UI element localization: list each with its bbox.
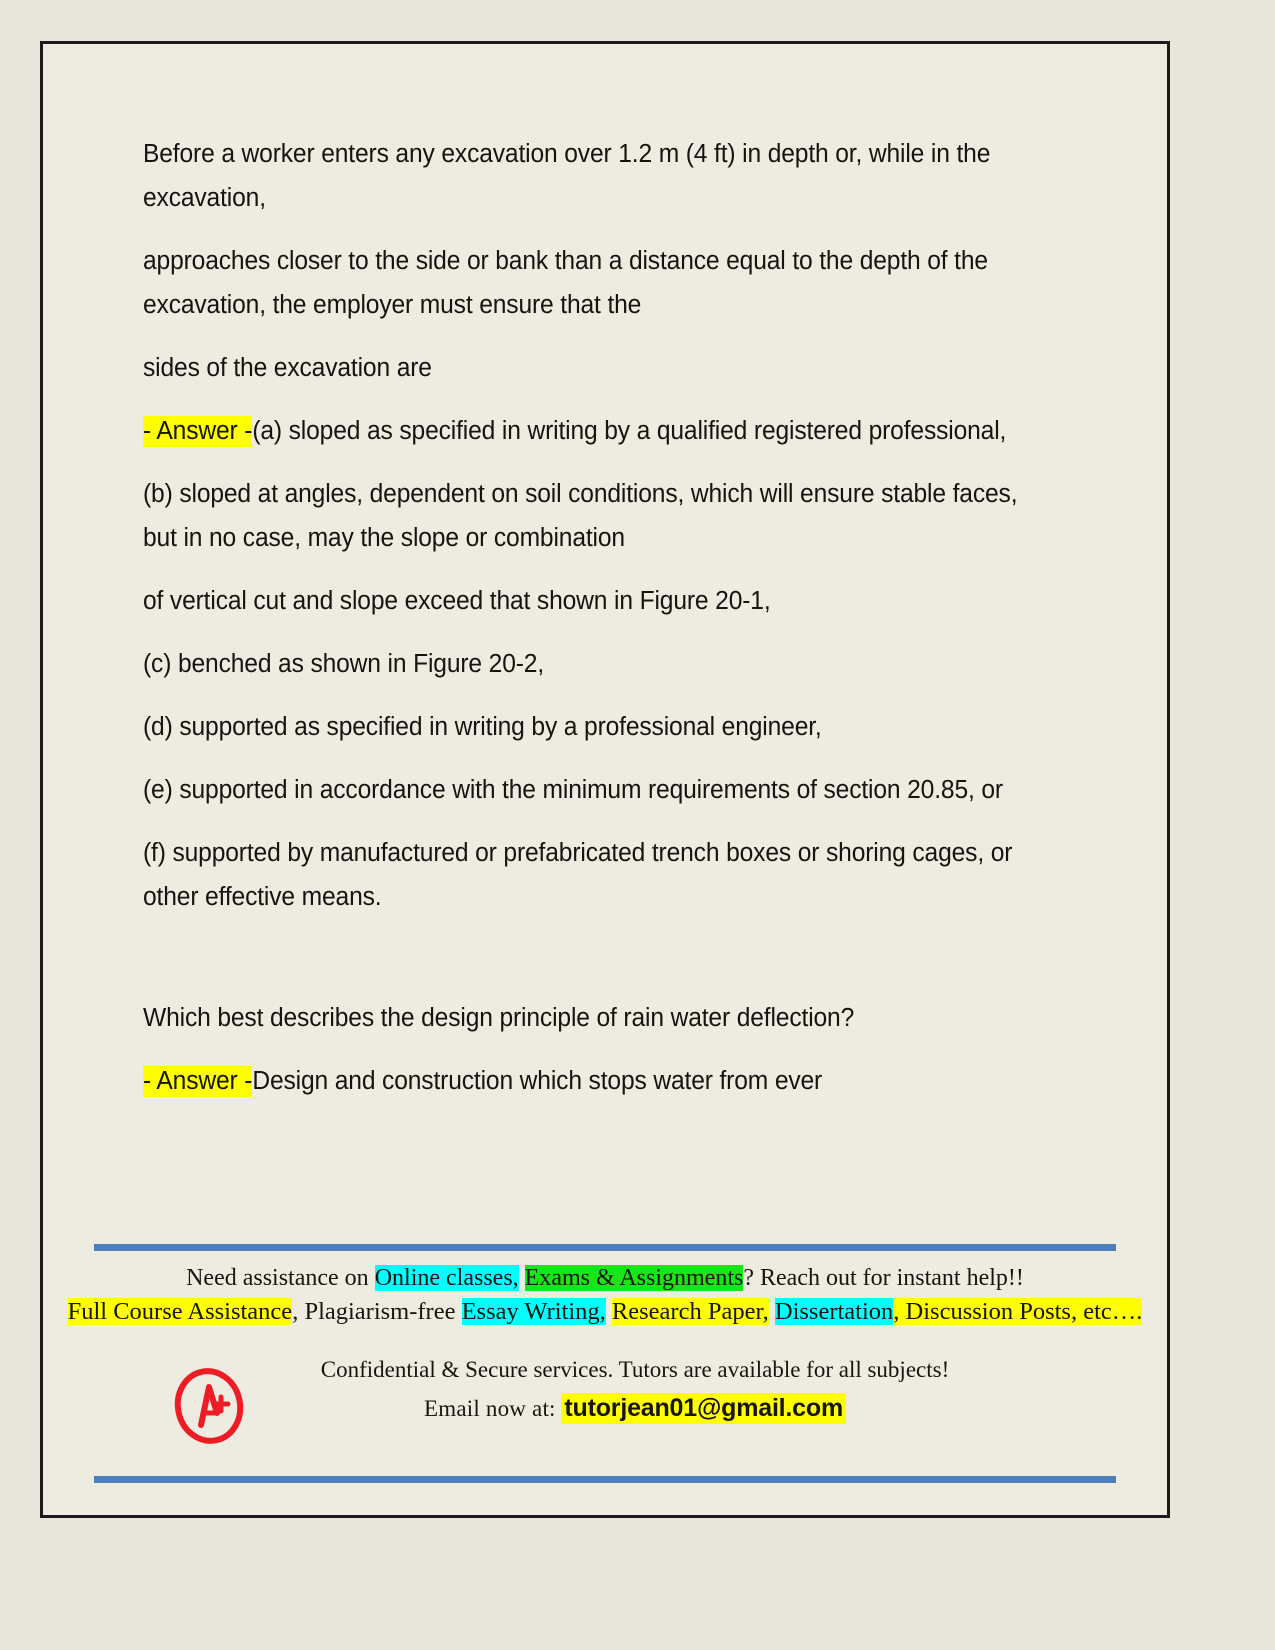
paragraph-3 <box>143 346 1039 390</box>
promo-discussion-posts-highlight: , Discussion Posts, etc…. <box>893 1298 1143 1325</box>
paragraph-6 <box>143 579 1039 623</box>
promo-line-2 <box>43 1295 1167 1329</box>
document-page <box>40 41 1170 1518</box>
promo-full-course-assistance-highlight: Full Course Assistance <box>67 1298 293 1325</box>
paragraph-2 <box>143 239 1039 327</box>
promo-online-classes-highlight: Online classes, <box>374 1265 519 1291</box>
promo-dissertation-highlight: Dissertation <box>774 1298 894 1325</box>
email-label: Email now at: <box>424 1396 556 1421</box>
contact-tagline-text: Confidential & Secure services. Tutors are available for all subjects! <box>320 1357 950 1382</box>
promo-essay-writing-highlight: Essay Writing, <box>461 1298 606 1325</box>
email-line <box>103 1389 1167 1428</box>
footer-divider-bottom <box>94 1476 1116 1483</box>
contact-tagline <box>103 1351 1167 1389</box>
paragraph-7 <box>143 642 1039 686</box>
answer-highlight-label-2: - Answer - <box>143 1067 253 1095</box>
promo-line1-part1: Need assistance on <box>186 1265 375 1291</box>
footer-divider-top <box>94 1244 1116 1251</box>
paragraph-4-answer <box>143 409 1039 453</box>
answer-highlight-label-1: - Answer - <box>143 417 253 445</box>
paragraph-3-text: sides of the excavation are <box>143 354 432 382</box>
paragraph-12-text: Design and construction which stops water from ever <box>252 1067 823 1095</box>
page-content-area <box>43 44 1167 1515</box>
paragraph-6-text: of vertical cut and slope exceed that shown in Figure 20-1, <box>143 587 771 615</box>
a-plus-logo-icon <box>171 1367 247 1445</box>
paragraph-5 <box>143 472 1039 560</box>
promo-line2-space-2 <box>769 1298 775 1325</box>
paragraph-spacer <box>143 938 1071 996</box>
paragraph-4-text: (a) sloped as specified in writing by a qualified registered professional, <box>252 417 1007 445</box>
paragraph-8-text: (d) supported as specified in writing by a professional engineer, <box>143 713 822 741</box>
promo-line2-space-1 <box>606 1298 612 1325</box>
paragraph-1 <box>143 132 1039 220</box>
footer <box>43 1244 1167 1483</box>
paragraph-9-text: (e) supported in accordance with the minimum requirements of section 20.85, or <box>143 776 1003 804</box>
paragraph-5-text: (b) sloped at angles, dependent on soil conditions, which will ensure stable faces, but in no case, may the slope or combination <box>143 480 1018 552</box>
promo-research-paper-highlight: Research Paper, <box>611 1298 769 1325</box>
paragraph-2-text: approaches closer to the side or bank than a distance equal to the depth of the excavation, the employer must ensure that the <box>143 247 988 319</box>
contact-block <box>43 1329 1167 1428</box>
question-paragraph <box>143 996 1039 1040</box>
promo-line-1 <box>43 1251 1167 1295</box>
document-body <box>143 132 1071 1122</box>
paragraph-12-answer <box>143 1059 1039 1103</box>
paragraph-10-text: (f) supported by manufactured or prefabricated trench boxes or shoring cages, or other effective means. <box>143 839 1013 911</box>
question-text: Which best describes the design principle of rain water deflection? <box>143 1004 855 1032</box>
promo-line1-spacer <box>519 1265 525 1291</box>
email-address[interactable]: tutorjean01@gmail.com <box>561 1393 846 1424</box>
paragraph-7-text: (c) benched as shown in Figure 20-2, <box>143 650 545 678</box>
promo-line1-part2: ? Reach out for instant help!! <box>743 1265 1024 1291</box>
paragraph-8 <box>143 705 1039 749</box>
promo-exams-assignments-highlight: Exams & Assignments <box>524 1265 744 1291</box>
paragraph-10 <box>143 831 1039 919</box>
promo-plagiarism-free-text: , Plagiarism-free <box>292 1298 462 1325</box>
paragraph-1-text: Before a worker enters any excavation over 1.2 m (4 ft) in depth or, while in the excavation, <box>143 140 991 212</box>
paragraph-9 <box>143 768 1039 812</box>
